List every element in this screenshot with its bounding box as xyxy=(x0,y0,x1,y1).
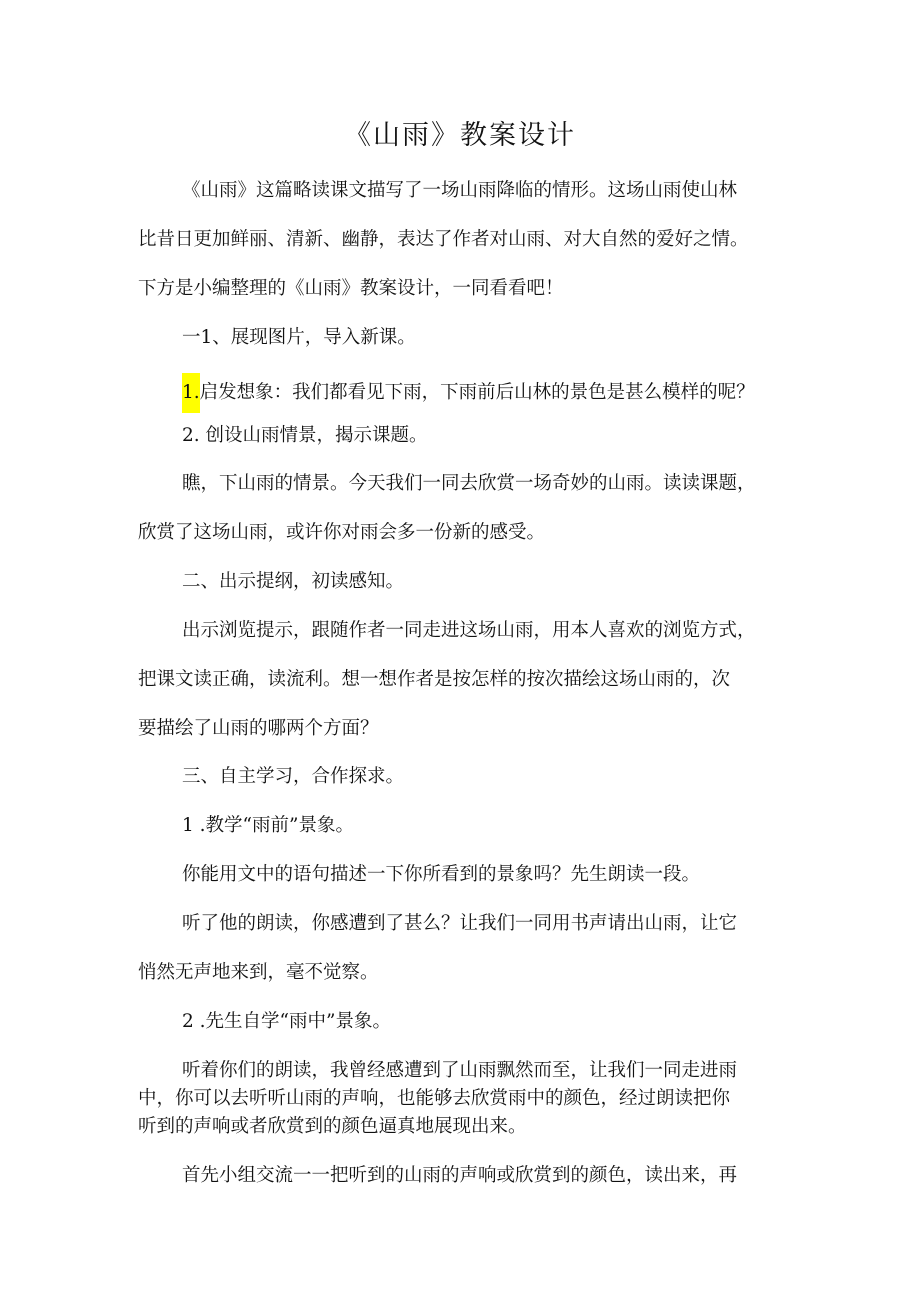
paragraph-line: 把课文读正确，读流利。想一想作者是按怎样的按次描绘这场山雨的，次 xyxy=(138,669,731,690)
paragraph-line: 听了他的朗读，你感遭到了甚么？让我们一同用书声请出山雨，让它 xyxy=(182,913,738,934)
subsection-heading: 2 .先生自学“雨中”景象。 xyxy=(182,1011,391,1032)
document-title: 《山雨》教案设计 xyxy=(344,120,576,151)
paragraph-line: 《山雨》这篇略读课文描写了一场山雨降临的情形。这场山雨使山林 xyxy=(182,180,738,201)
section-heading: 一1、展现图片，导入新课。 xyxy=(182,327,416,348)
paragraph-line: 你能用文中的语句描述一下你所看到的景象吗？先生朗读一段。 xyxy=(182,864,701,885)
section-heading: 二、出示提纲，初读感知。 xyxy=(182,571,405,592)
paragraph-text: 启发想象：我们都看见下雨，下雨前后山林的景色是甚么模样的呢？ xyxy=(199,382,755,403)
highlighted-number: 1. xyxy=(182,373,200,413)
paragraph-line xyxy=(182,373,755,413)
paragraph-line: 听着你们的朗读，我曾经感遭到了山雨飘然而至，让我们一同走进雨 xyxy=(182,1060,738,1081)
subsection-heading: 1 .教学“雨前”景象。 xyxy=(182,815,354,836)
paragraph-line: 悄然无声地来到，毫不觉察。 xyxy=(138,962,379,983)
paragraph-line: 出示浏览提示，跟随作者一同走进这场山雨，用本人喜欢的浏览方式， xyxy=(182,620,756,641)
paragraph-line: 欣赏了这场山雨，或许你对雨会多一份新的感受。 xyxy=(138,522,546,543)
section-heading: 三、自主学习，合作探求。 xyxy=(182,766,405,787)
paragraph-line: 2. 创设山雨情景，揭示课题。 xyxy=(182,425,428,446)
paragraph-line: 下方是小编整理的《山雨》教案设计，一同看看吧！ xyxy=(138,278,564,299)
paragraph-line: 要描绘了山雨的哪两个方面？ xyxy=(138,718,379,739)
paragraph-line: 瞧，下山雨的情景。今天我们一同去欣赏一场奇妙的山雨。读读课题， xyxy=(182,473,756,494)
paragraph-line: 听到的声响或者欣赏到的颜色逼真地展现出来。 xyxy=(138,1116,527,1137)
paragraph-line: 中，你可以去听听山雨的声响，也能够去欣赏雨中的颜色，经过朗读把你 xyxy=(138,1088,731,1109)
paragraph-line: 比昔日更加鲜丽、清新、幽静，表达了作者对山雨、对大自然的爱好之情。 xyxy=(138,229,749,250)
paragraph-line: 首先小组交流一一把听到的山雨的声响或欣赏到的颜色，读出来，再 xyxy=(182,1165,738,1186)
